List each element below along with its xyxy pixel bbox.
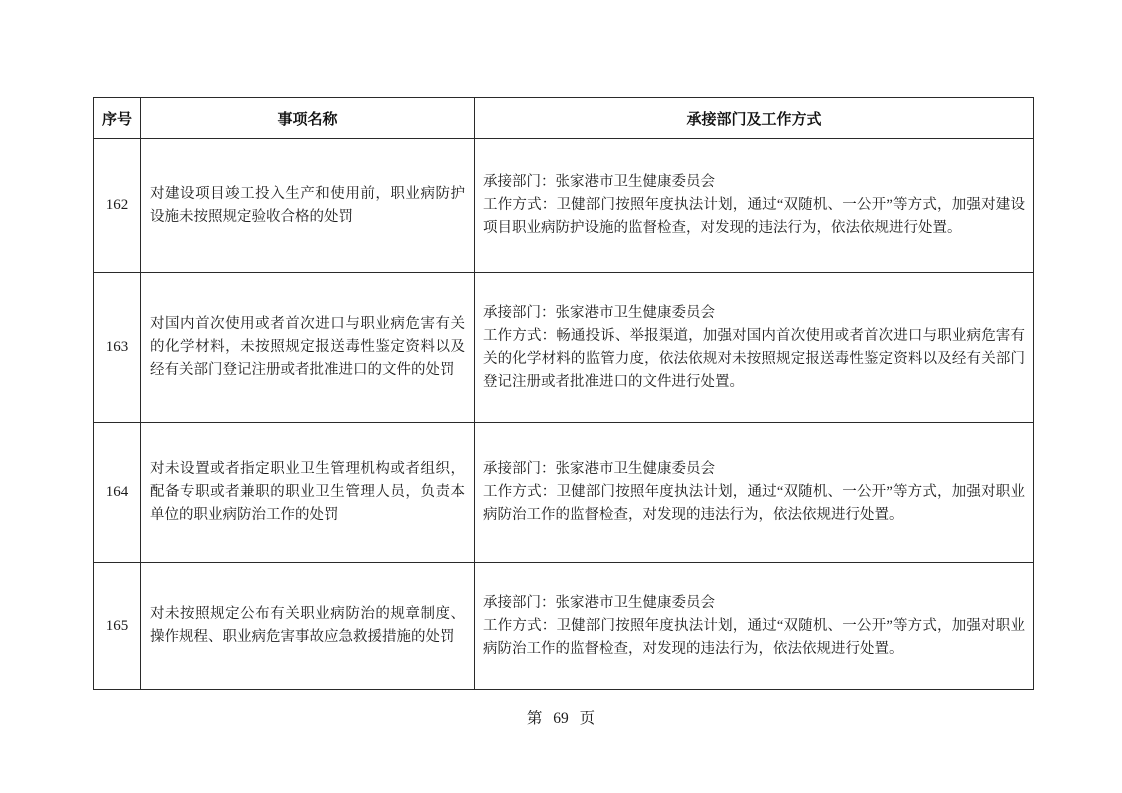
- department-method-cell: [475, 423, 1034, 563]
- table-row: [94, 563, 1034, 690]
- item-name: 对未设置或者指定职业卫生管理机构或者组织，配备专职或者兼职的职业卫生管理人员，负责本单位的职业病防治工作的处罚: [141, 423, 475, 563]
- method-line: 工作方式：卫健部门按照年度执法计划，通过“双随机、一公开”等方式，加强对职业病防治工作的监督检查，对发现的违法行为，依法依规进行处置。: [483, 617, 1025, 657]
- department-line: 承接部门：张家港市卫生健康委员会: [483, 174, 715, 190]
- row-number: 163: [94, 273, 141, 423]
- method-line: 工作方式：卫健部门按照年度执法计划，通过“双随机、一公开”等方式，加强对建设项目职业病防护设施的监督检查，对发现的违法行为，依法依规进行处置。: [483, 197, 1025, 236]
- method-line: 工作方式：畅通投诉、举报渠道，加强对国内首次使用或者首次进口与职业病危害有关的化学材料的监管力度，依法依规对未按照规定报送毒性鉴定资料以及经有关部门登记注册或者批准进口的文件进行处置。: [483, 327, 1025, 390]
- item-name: 对未按照规定公布有关职业病防治的规章制度、操作规程、职业病危害事故应急救援措施的处罚: [141, 563, 475, 690]
- col-header-index: 序号: [94, 98, 141, 139]
- row-number: 164: [94, 423, 141, 563]
- department-line: 承接部门：张家港市卫生健康委员会: [483, 304, 715, 321]
- row-number: 162: [94, 139, 141, 273]
- item-name: 对国内首次使用或者首次进口与职业病危害有关的化学材料，未按照规定报送毒性鉴定资料以及经有关部门登记注册或者批准进口的文件的处罚: [141, 273, 475, 423]
- method-line: 工作方式：卫健部门按照年度执法计划，通过“双随机、一公开”等方式，加强对职业病防治工作的监督检查，对发现的违法行为，依法依规进行处置。: [483, 484, 1025, 523]
- col-header-item-name: 事项名称: [141, 98, 475, 139]
- department-line: 承接部门：张家港市卫生健康委员会: [483, 594, 715, 611]
- col-header-department-method: 承接部门及工作方式: [475, 98, 1034, 139]
- table-row: [94, 273, 1034, 423]
- table-row: [94, 139, 1034, 273]
- department-method-cell: [475, 273, 1034, 423]
- department-method-cell: [475, 139, 1034, 273]
- matters-table: [93, 97, 1034, 690]
- department-line: 承接部门：张家港市卫生健康委员会: [483, 461, 715, 477]
- item-name: 对建设项目竣工投入生产和使用前，职业病防护设施未按照规定验收合格的处罚: [141, 139, 475, 273]
- page-number: 第 69 页: [526, 710, 596, 727]
- department-method-cell: [475, 563, 1034, 690]
- table-row: [94, 423, 1034, 563]
- row-number: 165: [94, 563, 141, 690]
- table-header-row: [94, 98, 1034, 139]
